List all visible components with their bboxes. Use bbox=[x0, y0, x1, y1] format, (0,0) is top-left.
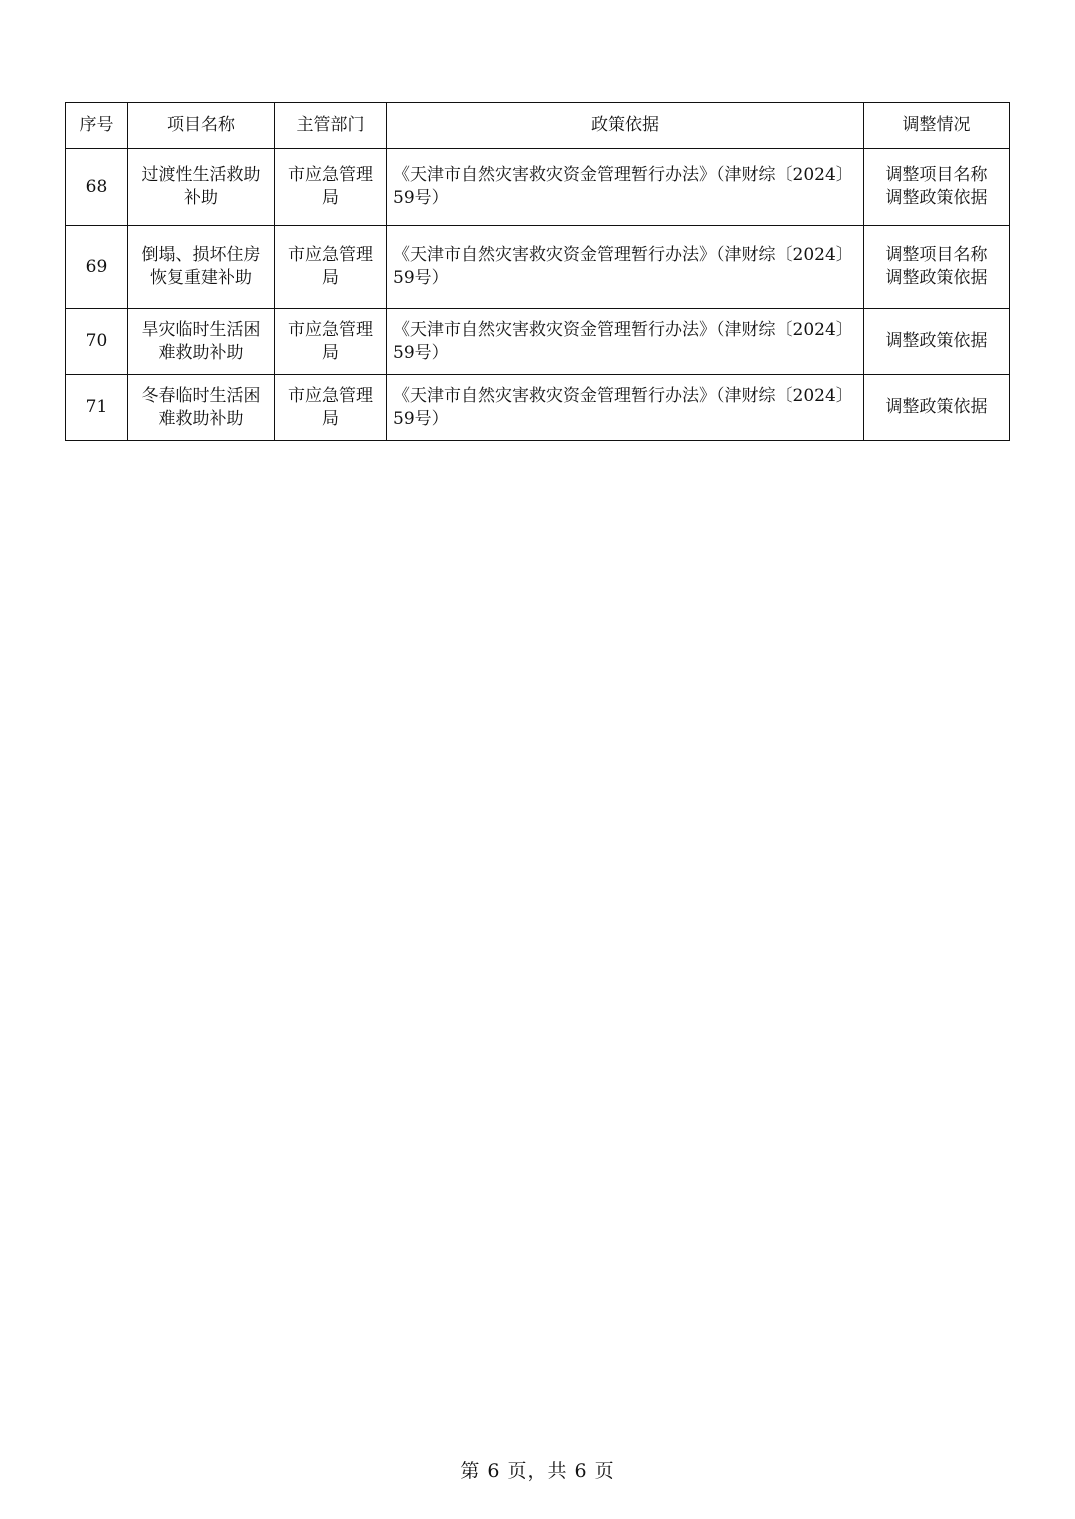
page-number-footer: 第 6 页，共 6 页 bbox=[460, 1460, 615, 1482]
header-adjustment-status: 调整情况 bbox=[864, 103, 1010, 149]
header-policy-basis: 政策依据 bbox=[387, 103, 864, 149]
table-row bbox=[66, 226, 1010, 309]
table-row bbox=[66, 149, 1010, 226]
cell-policy-basis: 《天津市自然灾害救灾资金管理暂行办法》（津财综〔2024〕59号） bbox=[387, 226, 864, 309]
cell-department: 市应急管理局 bbox=[275, 149, 387, 226]
cell-project-name: 倒塌、损坏住房恢复重建补助 bbox=[128, 226, 275, 309]
cell-department: 市应急管理局 bbox=[275, 226, 387, 309]
cell-policy-basis: 《天津市自然灾害救灾资金管理暂行办法》（津财综〔2024〕59号） bbox=[387, 149, 864, 226]
cell-adjustment-status: 调整项目名称 调整政策依据 bbox=[864, 149, 1010, 226]
policy-adjustment-table bbox=[65, 102, 1010, 441]
table-header-row bbox=[66, 103, 1010, 149]
cell-serial-number: 71 bbox=[66, 375, 128, 441]
cell-department: 市应急管理局 bbox=[275, 309, 387, 375]
cell-adjustment-status: 调整政策依据 bbox=[864, 375, 1010, 441]
header-project-name: 项目名称 bbox=[128, 103, 275, 149]
cell-project-name: 旱灾临时生活困难救助补助 bbox=[128, 309, 275, 375]
cell-policy-basis: 《天津市自然灾害救灾资金管理暂行办法》（津财综〔2024〕59号） bbox=[387, 309, 864, 375]
cell-serial-number: 68 bbox=[66, 149, 128, 226]
cell-serial-number: 69 bbox=[66, 226, 128, 309]
cell-project-name: 冬春临时生活困难救助补助 bbox=[128, 375, 275, 441]
cell-project-name: 过渡性生活救助补助 bbox=[128, 149, 275, 226]
table-row bbox=[66, 309, 1010, 375]
cell-adjustment-status: 调整项目名称 调整政策依据 bbox=[864, 226, 1010, 309]
header-department: 主管部门 bbox=[275, 103, 387, 149]
cell-policy-basis: 《天津市自然灾害救灾资金管理暂行办法》（津财综〔2024〕59号） bbox=[387, 375, 864, 441]
header-serial-number: 序号 bbox=[66, 103, 128, 149]
table-row bbox=[66, 375, 1010, 441]
cell-department: 市应急管理局 bbox=[275, 375, 387, 441]
cell-serial-number: 70 bbox=[66, 309, 128, 375]
cell-adjustment-status: 调整政策依据 bbox=[864, 309, 1010, 375]
